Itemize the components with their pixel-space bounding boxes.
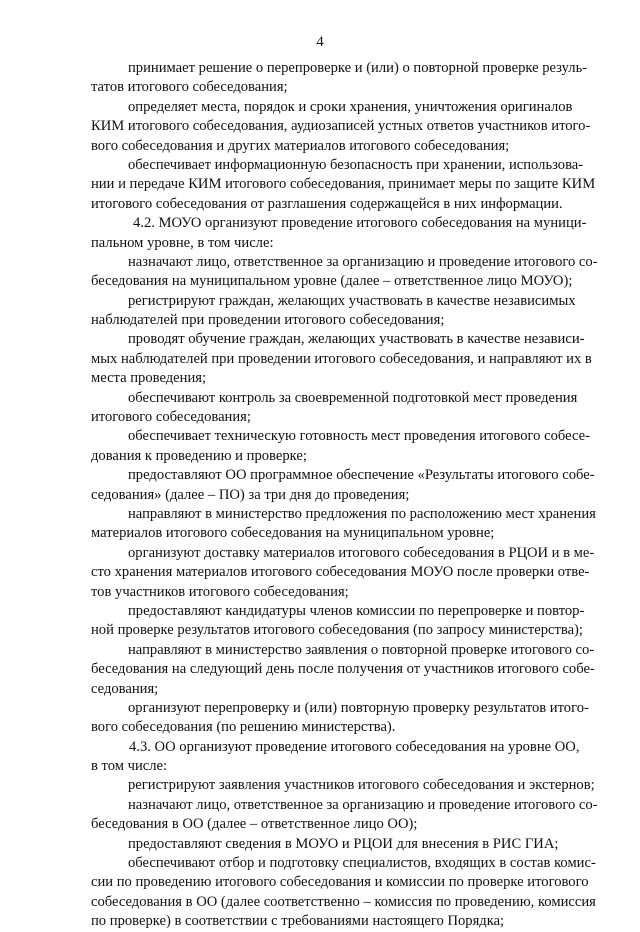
text-line: принимает решение о перепроверке и (или) о повторной проверке резуль- [128,60,588,76]
text-line: в том числе: [91,758,168,775]
text-line: проводят обучение граждан, желающих участвовать в качестве независи- [128,331,585,348]
text-line: назначают лицо, ответственное за организацию и проведение итогового со- [128,253,598,270]
text-line: собеседования в ОО (далее соответственно – комиссия по проведению, комиссия [91,893,596,910]
text-line: дования к проведению и проверке; [91,447,307,464]
text-line: 4.3. ОО организуют проведение итогового собеседования на уровне ОО, [129,738,580,755]
text-line: предоставляют кандидатуры членов комиссии по перепроверке и повтор- [128,602,585,619]
text-line: регистрируют заявления участников итогового собеседования и экстернов; [128,777,595,794]
text-line: 4.2. МОУО организуют проведение итогового собеседования на муници- [133,215,587,232]
text-line: сии по проведению итогового собеседования и комиссии по проверке итогового [91,874,589,891]
text-line: организуют перепроверку и (или) повторную проверку результатов итого- [128,699,589,716]
text-line: татов итогового собеседования; [91,79,288,96]
text-line: беседования в ОО (далее – ответственное лицо ОО); [91,816,418,833]
text-line: наблюдателей при проведении итогового собеседования; [91,312,445,329]
page-number: 4 [316,34,324,50]
text-line: обеспечивает информационную безопасность при хранении, использова- [128,156,584,173]
text-line: седования» (далее – ПО) за три дня до проведения; [91,486,410,503]
text-line: предоставляют ОО программное обеспечение «Результаты итогового собе- [128,467,595,484]
text-line: итогового собеседования от разглашения содержащейся в них информации. [91,195,563,212]
text-line: тов участников итогового собеседования; [91,583,349,600]
text-line: вого собеседования и других материалов итогового собеседования; [91,137,510,154]
text-line: регистрируют граждан, желающих участвовать в качестве независимых [128,292,576,309]
text-line: направляют в министерство заявления о повторной проверке итогового со- [128,641,595,658]
text-line: определяет места, порядок и сроки хранения, уничтожения оригиналов [128,98,573,115]
text-line: итогового собеседования; [91,409,251,426]
text-line: сто хранения материалов итогового собеседования МОУО после проверки отве- [91,564,590,581]
text-line: мых наблюдателей при проведении итогового собеседования, и направляют их в [91,350,592,367]
text-line: ной проверке результатов итогового собеседования (по запросу министерства); [91,622,583,639]
text-line: беседования на муниципальном уровне (далее – ответственное лицо МОУО); [91,273,573,290]
text-line: вого собеседования (по решению министерства). [91,719,396,736]
document-body [91,59,598,932]
text-line: обеспечивают отбор и подготовку специалистов, входящих в состав комис- [128,855,596,872]
text-line: назначают лицо, ответственное за организацию и проведение итогового со- [128,796,598,813]
text-line: беседования на следующий день после получения от участников итогового собе- [91,661,595,678]
text-line: пальном уровне, в том числе: [91,234,274,251]
text-line: предоставляют сведения в МОУО и РЦОИ для внесения в РИС ГИА; [128,835,559,852]
text-line: по проверке) в соответствии с требованиями настоящего Порядка; [91,913,505,930]
text-line: места проведения; [91,370,207,387]
text-line: обеспечивают контроль за своевременной подготовкой мест проведения [128,389,578,406]
text-line: нии и передаче КИМ итогового собеседования, принимает меры по защите КИМ [91,176,596,193]
text-line: КИМ итогового собеседования, аудиозаписей устных ответов участников итого- [91,118,591,135]
text-line: материалов итогового собеседования на муниципальном уровне; [91,525,495,542]
text-line: организуют доставку материалов итогового собеседования в РЦОИ и в ме- [128,544,595,561]
text-line: обеспечивает техническую готовность мест проведения итогового собесе- [128,428,590,445]
text-line: направляют в министерство предложения по расположению мест хранения [128,505,596,522]
text-line: седования; [91,680,159,697]
